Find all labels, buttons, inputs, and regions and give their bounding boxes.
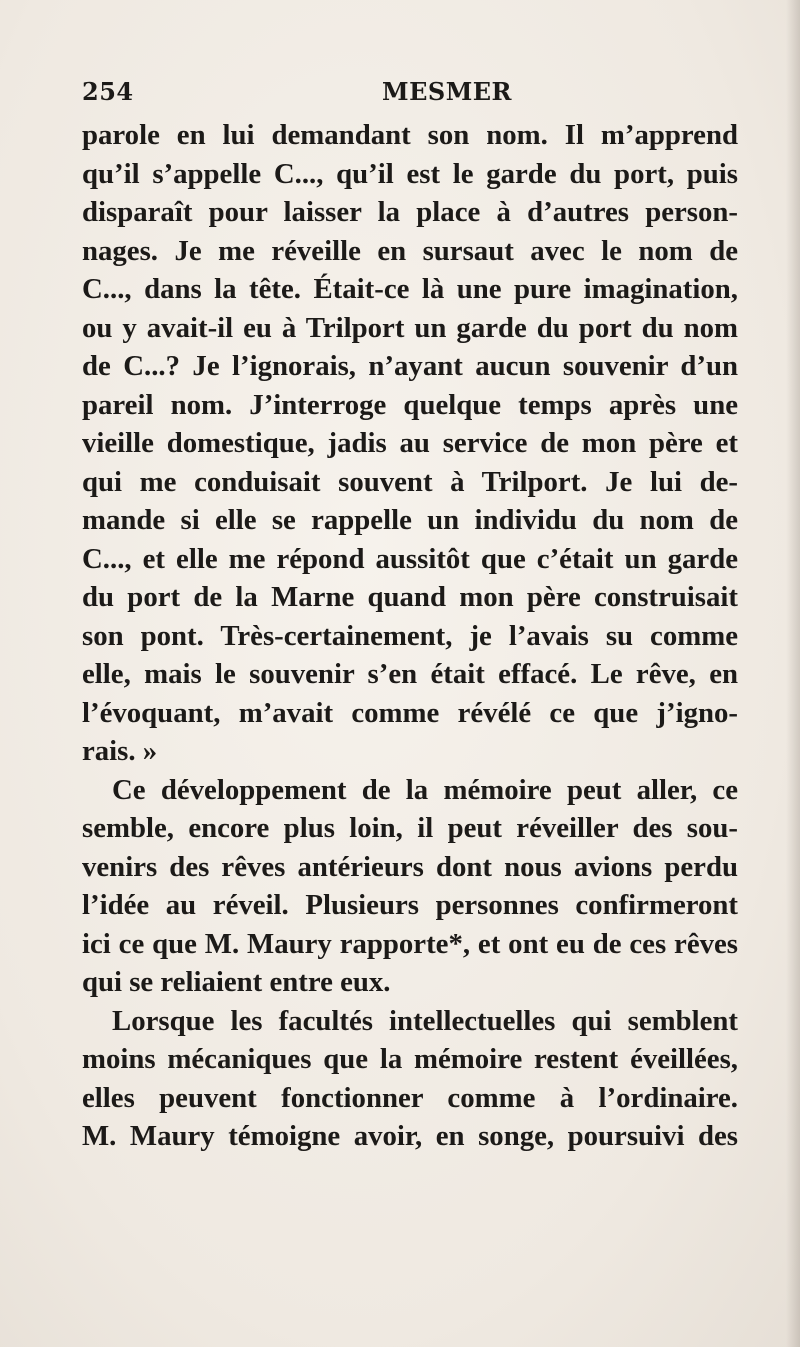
text-line: de C...? Je l’ignorais, n’ayant aucun souvenir d’un [82,350,738,382]
text-line: disparaît pour laisser la place à d’autres person- [82,196,738,228]
text-line: elle, mais le souvenir s’en était effacé. Le rêve, en [82,658,738,690]
page-number: 254 [82,77,134,106]
text-line: C..., dans la tête. Était-ce là une pure imagination, [82,273,738,305]
text-line: qui se reliaient entre eux. [82,966,391,998]
text-line: ou y avait-il eu à Trilport un garde du port du nom [82,311,738,344]
text-line: son pont. Très-certainement, je l’avais su comme [82,619,738,652]
text-line: mande si elle se rappelle un individu du nom de [82,504,738,536]
text-line: parole en lui demandant son nom. Il m’apprend [82,119,738,151]
text-line: M. Maury témoigne avoir, en songe, poursuivi des [82,1120,738,1152]
text-line: C..., et elle me répond aussitôt que c’était un garde [82,542,738,575]
text-line: venirs des rêves antérieurs dont nous avions perdu [82,850,738,883]
text-line: l’idée au réveil. Plusieurs personnes confirmeront [82,889,738,921]
text-line: vieille domestique, jadis au service de mon père et [82,427,738,459]
text-line: moins mécaniques que la mémoire restent éveillées, [82,1043,738,1075]
text-line: pareil nom. J’interroge quelque temps après une [82,388,738,421]
text-line: elles peuvent fonctionner comme à l’ordinaire. [82,1081,738,1114]
text-line: nages. Je me réveille en sursaut avec le nom de [82,234,738,267]
text-line: Lorsque les facultés intellectuelles qui semblent [112,1004,738,1037]
running-title: MESMER [382,77,512,106]
text-line: ici ce que M. Maury rapporte*, et ont eu de ces rêves [82,927,738,960]
text-line: qu’il s’appelle C..., qu’il est le garde du port, puis [82,157,738,190]
text-line: l’évoquant, m’avait comme révélé ce que j’igno- [82,696,738,729]
page-edge-shadow [786,0,800,1347]
text-line: du port de la Marne quand mon père construisait [82,581,738,613]
page-header [82,74,732,110]
text-line: rais. » [82,735,158,767]
body-text [82,116,738,1156]
text-line: qui me conduisait souvent à Trilport. Je lui de- [82,465,738,498]
text-line: Ce développement de la mémoire peut aller, ce [112,773,738,806]
text-line: semble, encore plus loin, il peut réveiller des sou- [82,812,738,844]
